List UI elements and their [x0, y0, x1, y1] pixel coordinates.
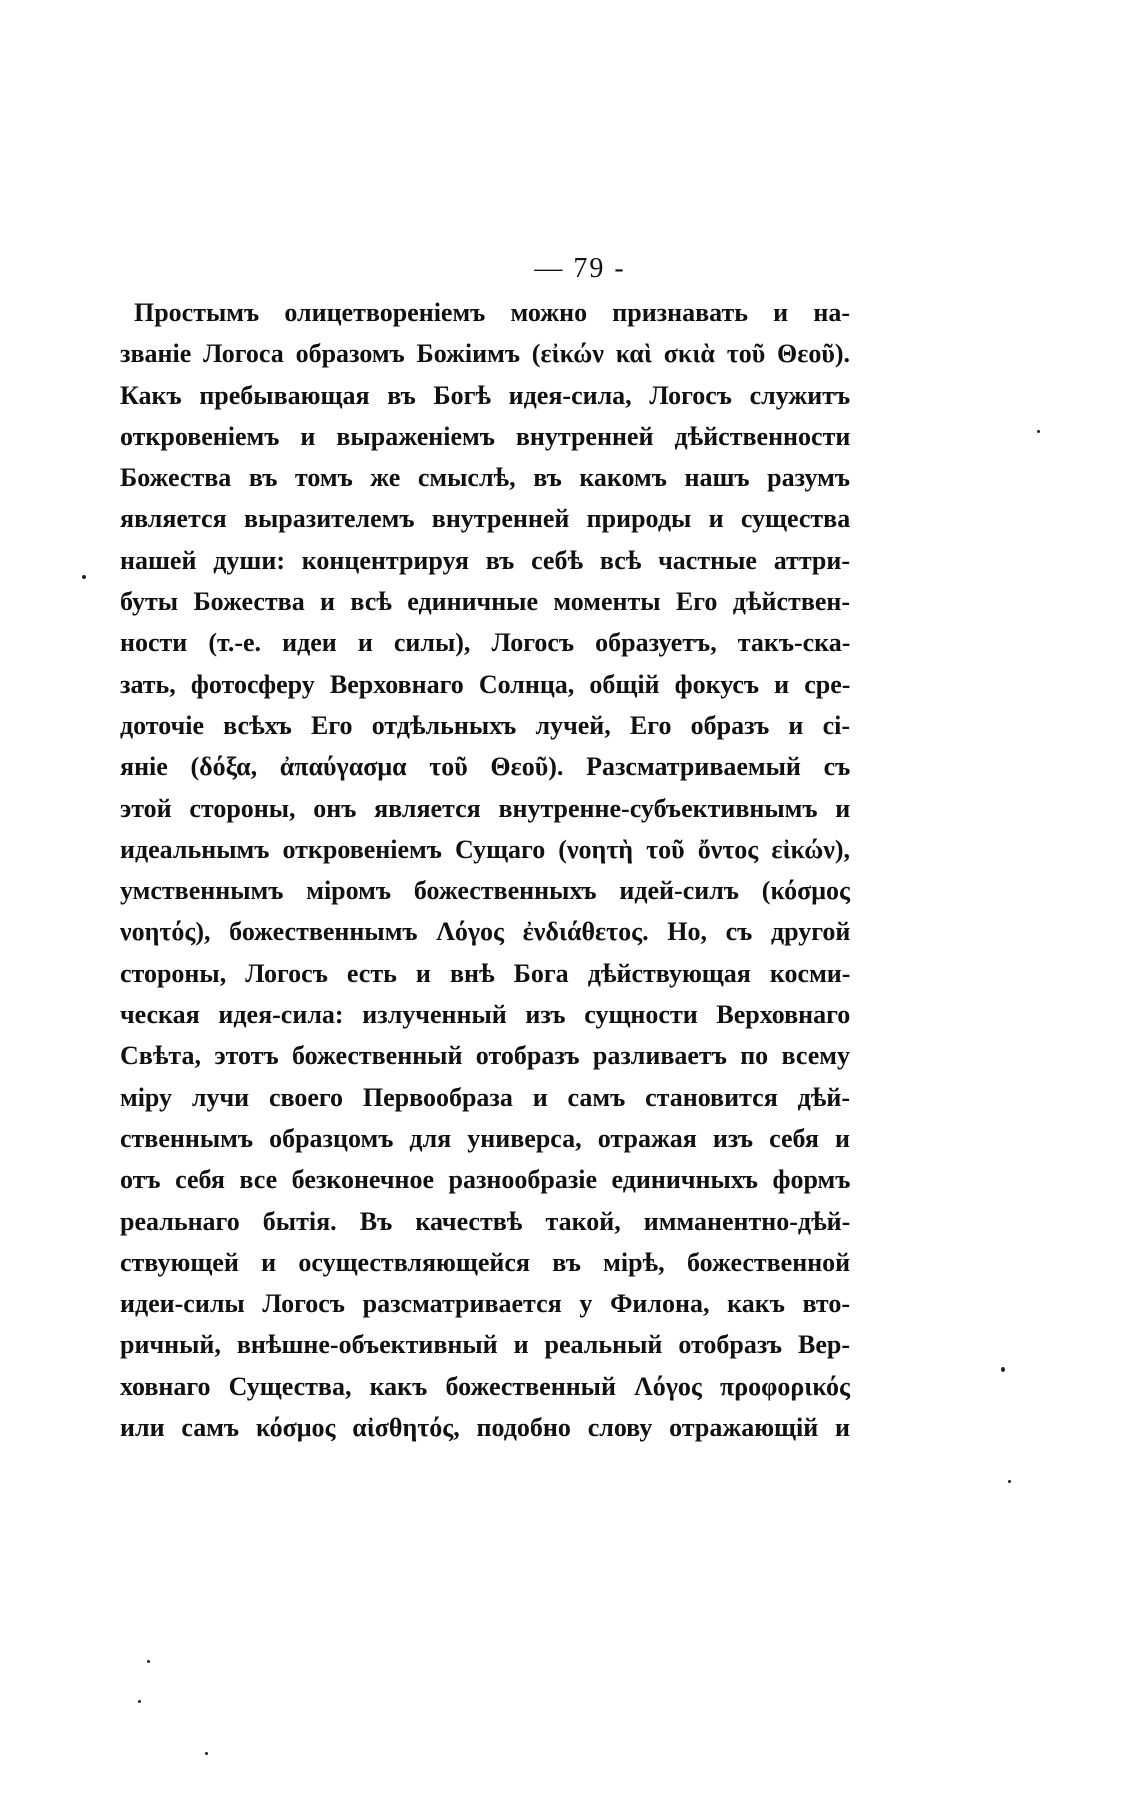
scan-speck: [1037, 430, 1040, 433]
text-line: ственнымъ образцомъ для универса, отражая изъ себя и: [120, 1123, 851, 1153]
text-line: буты Божества и всѣ единичные моменты Его дѣйствен-: [120, 587, 851, 617]
text-line: этой стороны, онъ является внутренне-субъективнымъ и: [120, 793, 851, 823]
scan-speck: [1008, 1480, 1011, 1483]
text-line: является выразителемъ внутренней природы и существа: [120, 504, 851, 534]
scan-speck: [147, 1660, 150, 1663]
text-line: ричный, внѣшне-объективный и реальный отобразъ Вер-: [120, 1330, 850, 1360]
text-line: откровеніемъ и выраженіемъ внутренней дѣйственности: [120, 421, 851, 451]
scan-speck: [82, 575, 86, 579]
text-line: званіе Логоса образомъ Божіимъ (εἰκών καὶ σκιὰ τοῦ Θεοῦ).: [120, 339, 850, 369]
text-line: доточіе всѣхъ Его отдѣльныхъ лучей, Его образъ и сі-: [120, 710, 850, 740]
text-line: Простымъ олицетвореніемъ можно признавать и на-: [134, 298, 850, 327]
text-line: ствующей и осуществляющейся въ мірѣ, божественной: [120, 1247, 851, 1277]
text-line: нашей души: концентрируя въ себѣ всѣ частные аттри-: [120, 545, 851, 575]
text-line: или самъ κόσμος αἰσθητός, подобно слову отражающій и: [120, 1413, 850, 1443]
text-line: ческая идея-сила: излученный изъ сущности Верховнаго: [120, 1000, 851, 1030]
text-line: Какъ пребывающая въ Богѣ идея-сила, Логосъ служитъ: [120, 380, 851, 410]
text-line: стороны, Логосъ есть и внѣ Бога дѣйствующая косми-: [120, 958, 851, 988]
scan-speck: [138, 1700, 141, 1703]
scan-speck: [1001, 1367, 1005, 1372]
text-line: реальнаго бытія. Въ качествѣ такой, имманентно-дѣй-: [120, 1206, 851, 1236]
text-line: идеи-силы Логосъ разсматривается у Филона, какъ вто-: [120, 1289, 850, 1319]
text-line: отъ себя все безконечное разнообразіе единичныхъ формъ: [120, 1165, 851, 1195]
text-line: νοητός), божественнымъ Λόγος ἐνδιάθετος. Но, съ другой: [120, 917, 851, 947]
text-line: ховнаго Существа, какъ божественный Λόγος προφορικός: [120, 1371, 850, 1401]
text-line: яніе (δόξα, ἀπαύγασμα τοῦ Θεοῦ). Разсматриваемый съ: [120, 752, 851, 782]
text-line: умственнымъ міромъ божественныхъ идей-силъ (κόσμος: [120, 876, 850, 906]
text-line: міру лучи своего Первообраза и самъ становится дѣй-: [120, 1082, 850, 1112]
text-line: Свѣта, этотъ божественный отобразъ разливаетъ по всему: [120, 1041, 850, 1071]
scan-speck: [205, 1752, 208, 1755]
text-line: зать, фотосферу Верховнаго Солнца, общій фокусъ и сре-: [120, 669, 851, 699]
body-text: [120, 292, 850, 1448]
text-line: ности (т.-е. идеи и силы), Логосъ образуетъ, такъ-ска-: [120, 628, 851, 658]
page-number: — 79 -: [534, 253, 626, 284]
text-line: идеальнымъ откровеніемъ Сущаго (νοητὴ τοῦ ὄντος εἰκών),: [120, 834, 850, 864]
text-line: Божества въ томъ же смыслѣ, въ какомъ нашъ разумъ: [120, 463, 850, 493]
